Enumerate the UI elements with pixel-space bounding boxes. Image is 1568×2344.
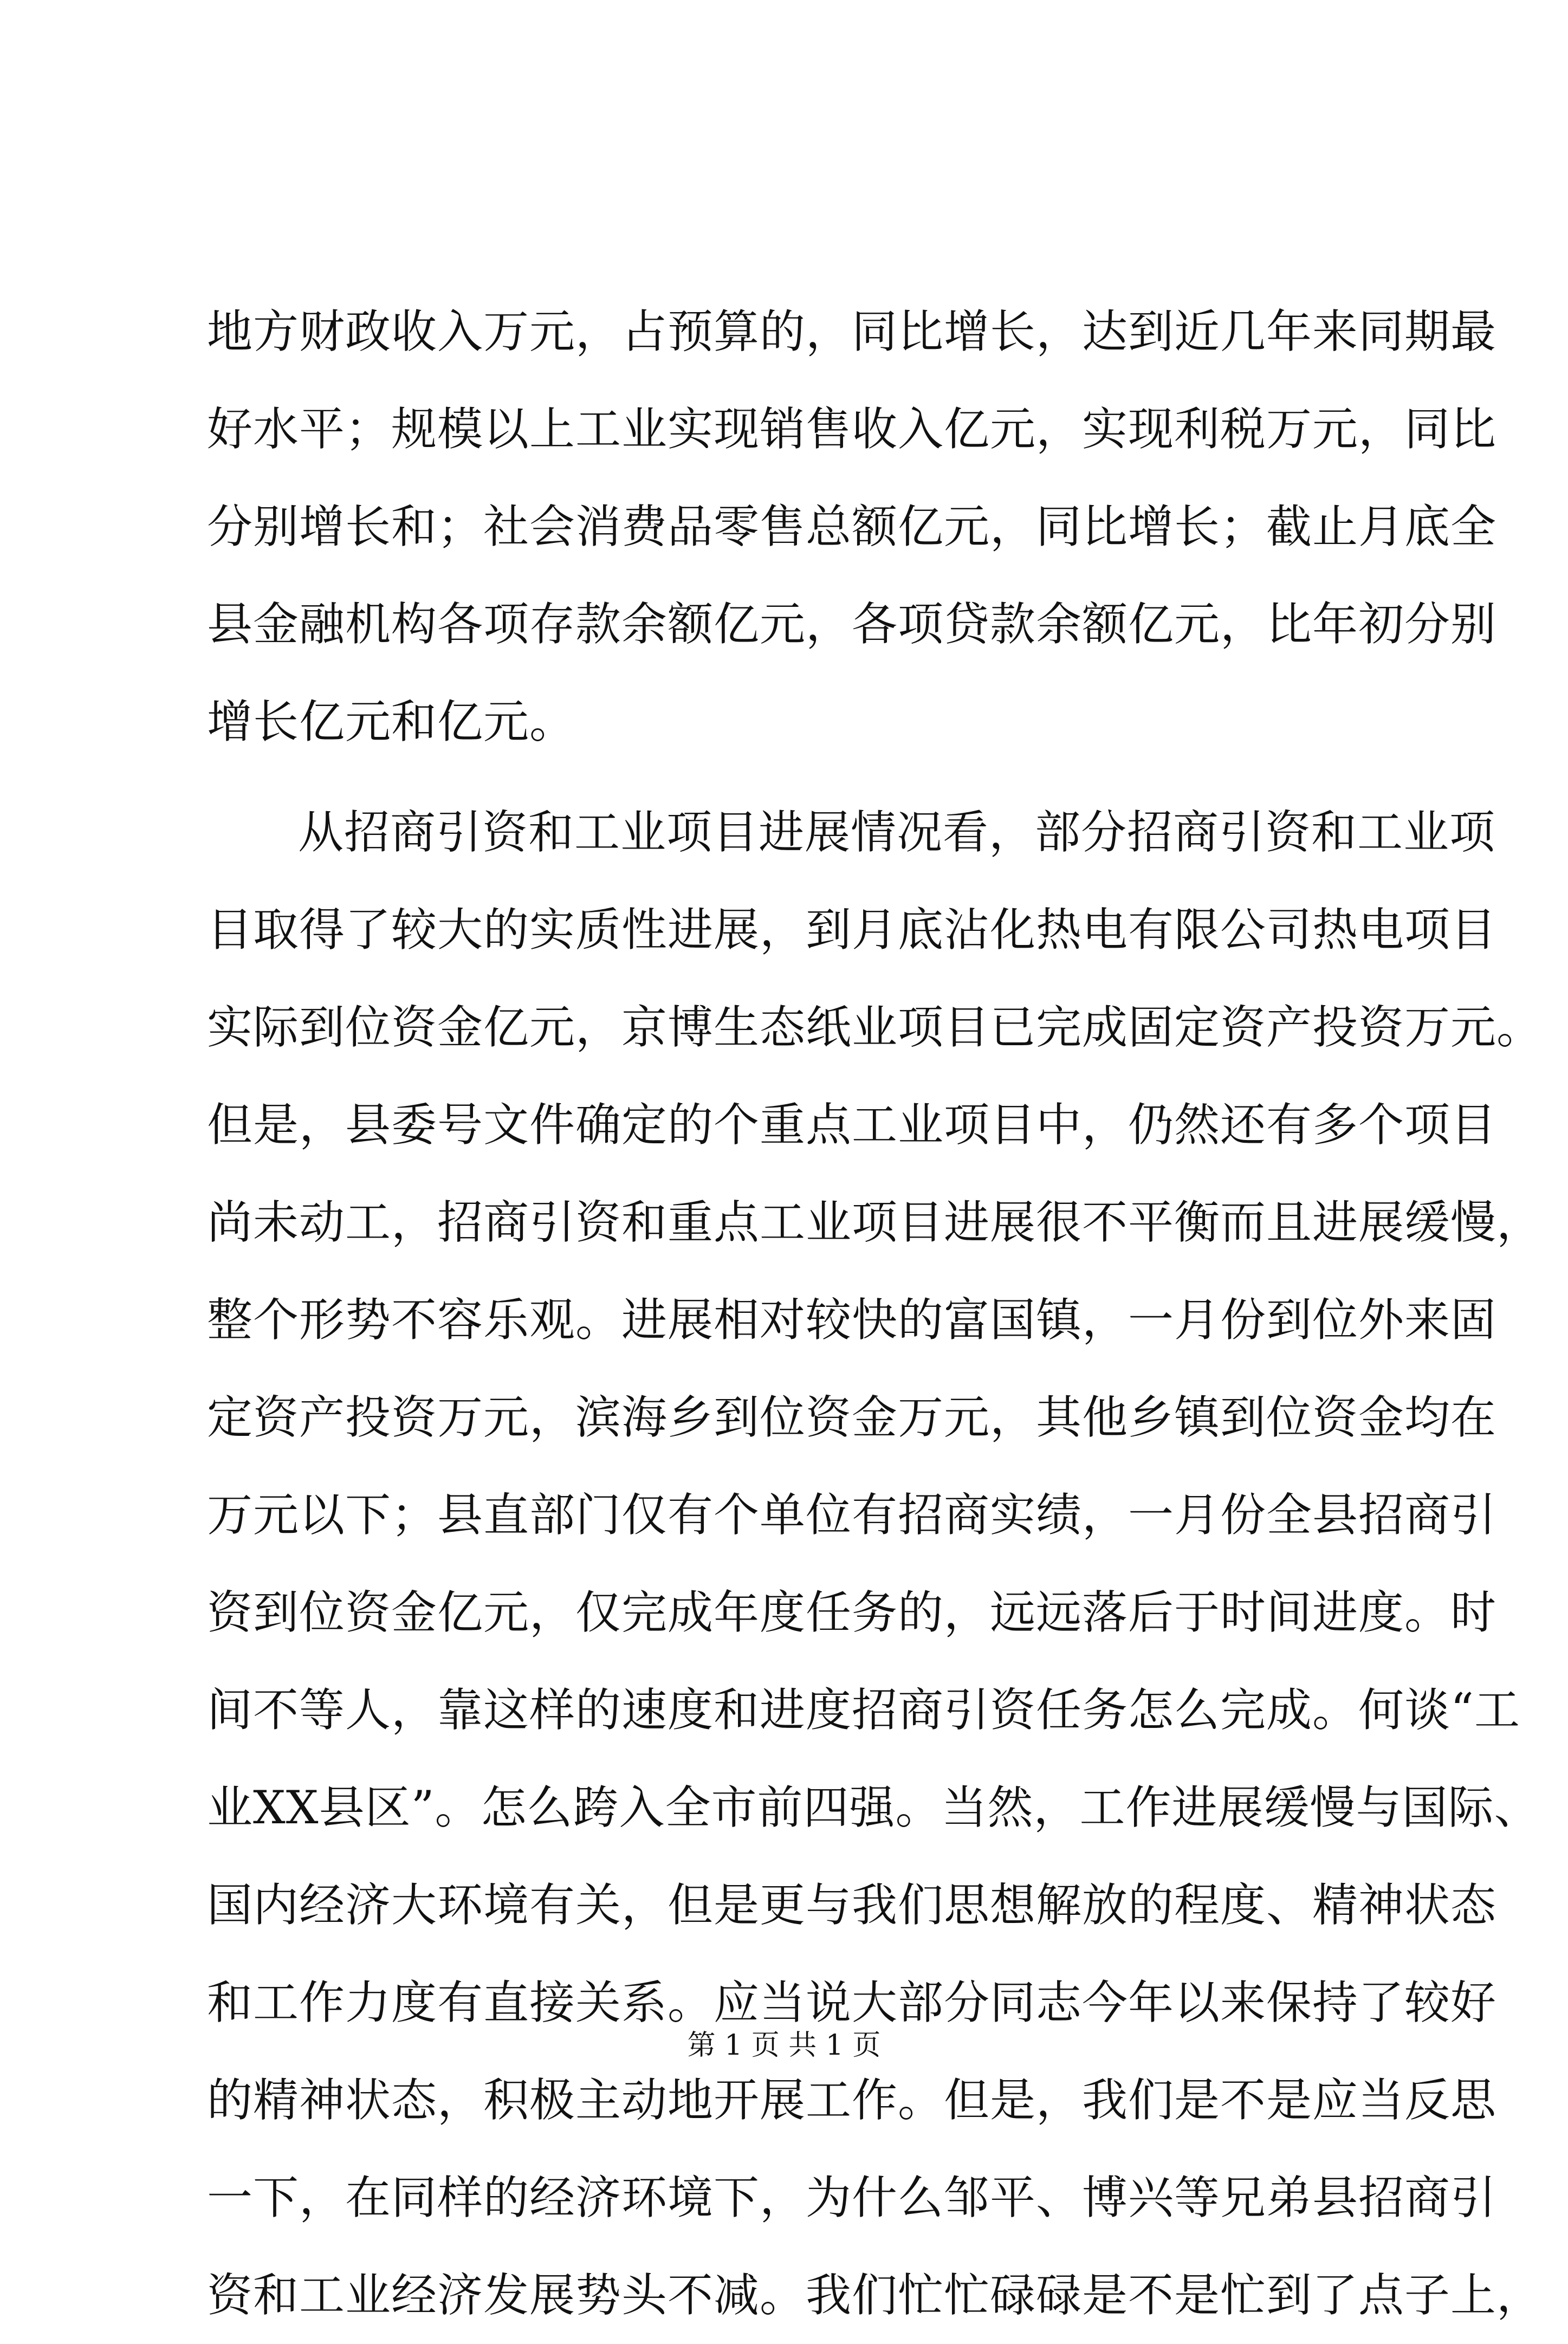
- text-line: 地方财政收入万元，占预算的，同比增长，达到近几年来同期最: [207, 305, 1497, 358]
- text-line: 增长亿元和亿元。: [207, 695, 576, 748]
- text-line: 县金融机构各项存款余额亿元，各项贷款余额亿元，比年初分别: [207, 598, 1497, 651]
- text-line: 万元以下；县直部门仅有个单位有招商实绩，一月份全县招商引: [207, 1488, 1497, 1542]
- text-line: 资到位资金亿元，仅完成年度任务的，远远落后于时间进度。时: [207, 1586, 1497, 1639]
- text-line: 目取得了较大的实质性进展，到月底沾化热电有限公司热电项目: [207, 903, 1497, 956]
- text-line: 分别增长和；社会消费品零售总额亿元，同比增长；截止月底全: [207, 500, 1497, 553]
- text-line: 资和工业经济发展势头不减。我们忙忙碌碌是不是忙到了点子上，: [207, 2269, 1543, 2322]
- text-line: 和工作力度有直接关系。应当说大部分同志今年以来保持了较好: [207, 1976, 1497, 2029]
- text-line: 但是，县委号文件确定的个重点工业项目中，仍然还有多个项目: [207, 1098, 1497, 1151]
- paragraph-1: [207, 283, 1497, 770]
- paragraph-gap: [207, 770, 1366, 784]
- text-line: 实际到位资金亿元，京博生态纸业项目已完成固定资产投资万元。: [207, 1001, 1543, 1054]
- text-line: 的精神状态，积极主动地开展工作。但是，我们是不是应当反思: [207, 2074, 1497, 2127]
- text-line: 好水平；规模以上工业实现销售收入亿元，实现利税万元，同比: [207, 403, 1497, 456]
- text-line: 业XX县区”。怎么跨入全市前四强。当然，工作进展缓慢与国际、: [207, 1781, 1540, 1834]
- text-line: 整个形势不容乐观。进展相对较快的富国镇，一月份到位外来固: [207, 1293, 1497, 1346]
- text-line: 尚未动工，招商引资和重点工业项目进展很不平衡而且进展缓慢，: [207, 1196, 1543, 1249]
- page-number: 第 1 页 共 1 页: [687, 2029, 881, 2062]
- text-line: 定资产投资万元，滨海乡到位资金万元，其他乡镇到位资金均在: [207, 1391, 1497, 1444]
- paragraph-2: [207, 784, 1543, 2344]
- text-line: 间不等人，靠这样的速度和进度招商引资任务怎么完成。何谈“工: [207, 1683, 1520, 1737]
- text-line: 从招商引资和工业项目进展情况看，部分招商引资和工业项: [298, 806, 1496, 859]
- text-line: 一下，在同样的经济环境下，为什么邹平、博兴等兄弟县招商引: [207, 2171, 1497, 2224]
- text-line: 国内经济大环境有关，但是更与我们思想解放的程度、精神状态: [207, 1879, 1497, 1932]
